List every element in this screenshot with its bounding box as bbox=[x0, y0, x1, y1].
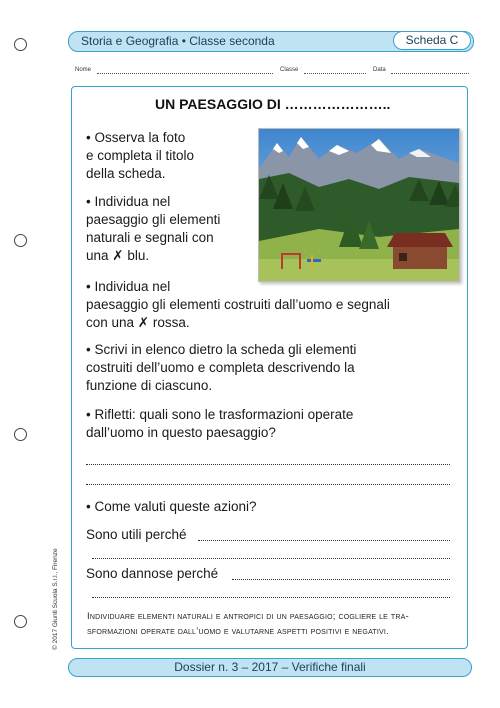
instruction-line: paesaggio gli elementi bbox=[86, 212, 221, 227]
instruction-1 bbox=[86, 129, 194, 183]
dannose-answer-line[interactable] bbox=[232, 579, 450, 580]
worksheet-title: UN PAESAGGIO DI ………………….. bbox=[155, 96, 391, 112]
instruction-line: naturali e segnali con bbox=[86, 230, 214, 245]
answer-line[interactable] bbox=[86, 464, 450, 465]
copyright-notice: © 2017 Giunti Scuola S.r.l., Firenze bbox=[52, 548, 59, 650]
header-title: Storia e Geografia • Classe seconda bbox=[81, 34, 275, 48]
instruction-line: • Come valuti queste azioni? bbox=[86, 499, 257, 514]
instruction-line: della scheda. bbox=[86, 166, 166, 181]
binder-hole bbox=[14, 38, 27, 51]
binder-hole bbox=[14, 234, 27, 247]
instruction-5 bbox=[86, 406, 353, 442]
instruction-line: • Individua nel bbox=[86, 279, 171, 294]
data-label: Data bbox=[373, 67, 386, 73]
instruction-line: • Rifletti: quali sono le trasformazioni operate bbox=[86, 407, 354, 422]
instruction-line: una ✗ blu. bbox=[86, 248, 150, 263]
nome-line[interactable] bbox=[97, 73, 273, 74]
instruction-line: costruiti dell’uomo e completa descrivendo la bbox=[86, 360, 355, 375]
instruction-line: con una ✗ rossa. bbox=[86, 315, 190, 330]
answer-line[interactable] bbox=[92, 597, 450, 598]
instruction-line: funzione di ciascuno. bbox=[86, 378, 213, 393]
answer-line[interactable] bbox=[92, 558, 450, 559]
utili-label: Sono utili perché bbox=[86, 527, 187, 542]
dannose-label: Sono dannose perché bbox=[86, 566, 219, 581]
instruction-line: • Osserva la foto bbox=[86, 130, 186, 145]
utili-answer-line[interactable] bbox=[198, 540, 450, 541]
instruction-line: dall’uomo in questo paesaggio? bbox=[86, 425, 276, 440]
instruction-line: • Individua nel bbox=[86, 194, 171, 209]
landscape-photo bbox=[258, 128, 460, 282]
instruction-4 bbox=[86, 341, 356, 395]
binder-hole bbox=[14, 615, 27, 628]
footer-bar: Dossier n. 3 – 2017 – Verifiche finali bbox=[68, 658, 472, 677]
instruction-3 bbox=[86, 278, 390, 332]
instruction-2 bbox=[86, 193, 220, 265]
instruction-line: paesaggio gli elementi costruiti dall’uomo e segnali bbox=[86, 297, 390, 312]
instruction-line: e completa il titolo bbox=[86, 148, 195, 163]
answer-line[interactable] bbox=[86, 484, 450, 485]
data-line[interactable] bbox=[391, 73, 469, 74]
instruction-line: • Scrivi in elenco dietro la scheda gli elementi bbox=[86, 342, 357, 357]
landscape-illustration bbox=[259, 129, 459, 281]
binder-hole bbox=[14, 428, 27, 441]
classe-label: Classe bbox=[280, 67, 299, 73]
scheda-label: Scheda C bbox=[393, 31, 471, 50]
classe-line[interactable] bbox=[304, 73, 366, 74]
instruction-6 bbox=[86, 498, 257, 516]
nome-label: Nome bbox=[75, 67, 92, 73]
learning-objective: Individuare elementi naturali e antropici di un paesaggio; cogliere le tra-sformazioni operate dall’uomo e valutarne aspetti positivi e negativi. bbox=[87, 611, 409, 637]
